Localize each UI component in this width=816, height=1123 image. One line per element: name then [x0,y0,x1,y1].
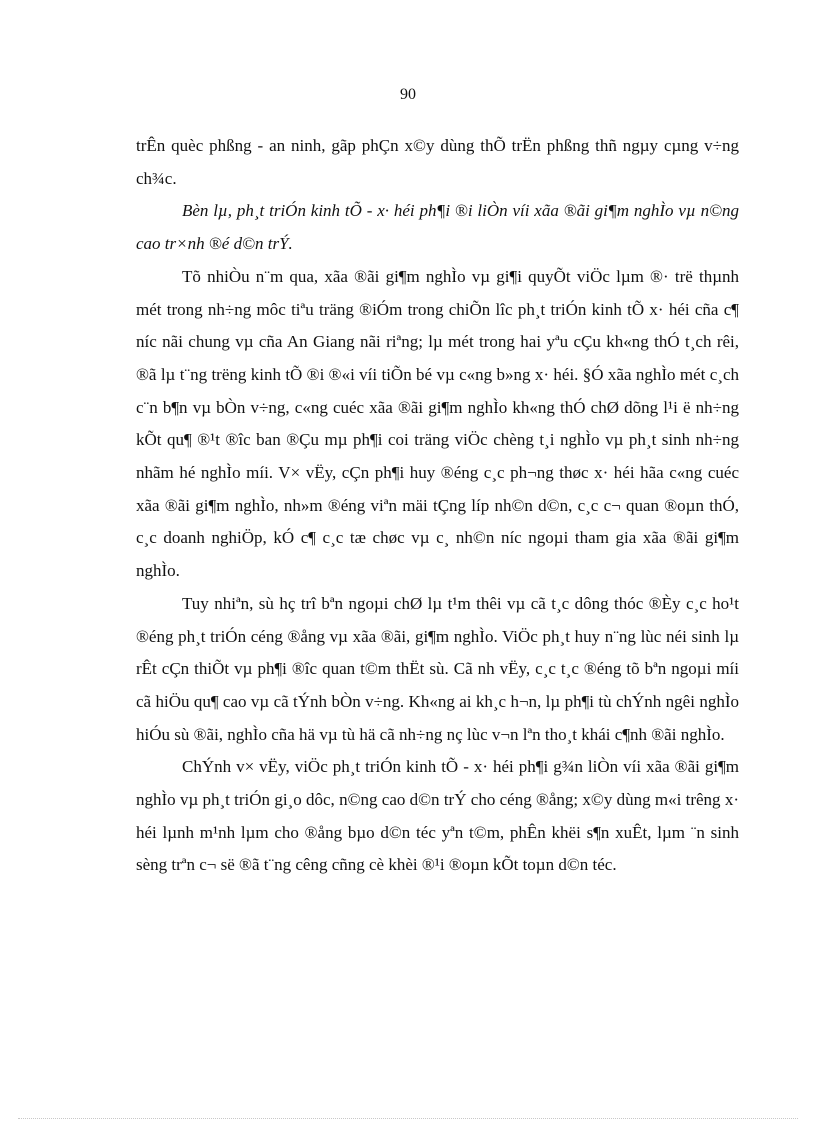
paragraph-conclusion: ChÝnh v× vËy, viÖc ph¸t triÓn kinh tÕ - x· héi ph¶i g¾n liÒn víi xãa ®ãi gi¶m nghÌo vµ ph¸t triÓn gi¸o dôc, n©ng cao d©n trÝ cho céng ®ång; x©y dùng m«i trêng x· héi lµnh m¹nh lµm cho ®ång bµo d©n téc yªn t©m, phÊn khëi s¶n xuÊt, lµm ¨n sinh sèng trªn c¬ së ®ã t¨ng cêng cñng cè khèi ®¹i ®oµn kÕt toµn d©n téc. [136,757,739,875]
body-text [136,130,739,882]
paragraph-continuation: trÊn quèc phßng - an ninh, gãp phÇn x©y dùng thÕ trËn phßng thñ ngµy cµng v÷ng ch¾c. [136,136,739,188]
paragraph-poverty-reduction: Tõ nhiÒu n¨m qua, xãa ®ãi gi¶m nghÌo vµ gi¶i quyÕt viÖc lµm ®· trë thµnh mét trong nh÷ng môc tiªu träng ®iÓm trong chiÕn lîc ph¸t triÓn kinh tÕ x· héi cña c¶ níc nãi chung vµ cña An Giang nãi riªng; lµ mét trong hai yªu cÇu kh«ng thÓ t¸ch rêi, ®ã lµ t¨ng trëng kinh tÕ ®i ®«i víi tiÕn bé vµ c«ng b»ng x· héi. §Ó xãa nghÌo mét c¸ch c¨n b¶n vµ bÒn v÷ng, c«ng cuéc xãa ®ãi gi¶m nghÌo kh«ng thÓ chØ dõng l¹i ë nh÷ng kÕt qu¶ ®¹t ®îc ban ®Çu mµ ph¶i coi träng viÖc chèng t¸i nghÌo vµ ph¸t sinh nh÷ng nhãm hé nghÌo míi. V× vËy, cÇn ph¶i huy ®éng c¸c ph¬ng thøc x· héi hãa c«ng cuéc xãa ®ãi gi¶m nghÌo, nh»m ®éng viªn mäi tÇng líp nh©n d©n, c¸c c¬ quan ®oµn thÓ, c¸c doanh nghiÖp, kÓ c¶ c¸c tæ chøc vµ c¸ nh©n níc ngoµi tham gia xãa ®ãi gi¶m nghÌo. [136,266,739,581]
paragraph-section-heading: Bèn lµ, ph¸t triÓn kinh tÕ - x· héi ph¶i ®i liÒn víi xãa ®ãi gi¶m nghÌo vµ n©ng cao tr×nh ®é d©n trÝ. [136,201,739,254]
paragraph-internal-capacity: Tuy nhiªn, sù hç trî bªn ngoµi chØ lµ t¹m thêi vµ cã t¸c dông thóc ®Èy c¸c ho¹t ®éng ph¸t triÓn céng ®ång vµ xãa ®ãi, gi¶m nghÌo. ViÖc ph¸t huy n¨ng lùc néi sinh lµ rÊt cÇn thiÕt vµ ph¶i ®îc quan t©m thËt sù. Cã nh vËy, c¸c t¸c ®éng tõ bªn ngoµi míi cã hiÖu qu¶ cao vµ cã tÝnh bÒn v÷ng. Kh«ng ai kh¸c h¬n, lµ ph¶i tù chÝnh ngêi nghÌo hiÓu sù ®ãi, nghÌo cña hä vµ tù hä cã nh÷ng nç lùc v¬n lªn tho¸t khái c¶nh ®ãi nghÌo. [136,593,739,744]
bottom-dotted-rule [18,1118,798,1119]
page-number: 90 [400,86,416,103]
